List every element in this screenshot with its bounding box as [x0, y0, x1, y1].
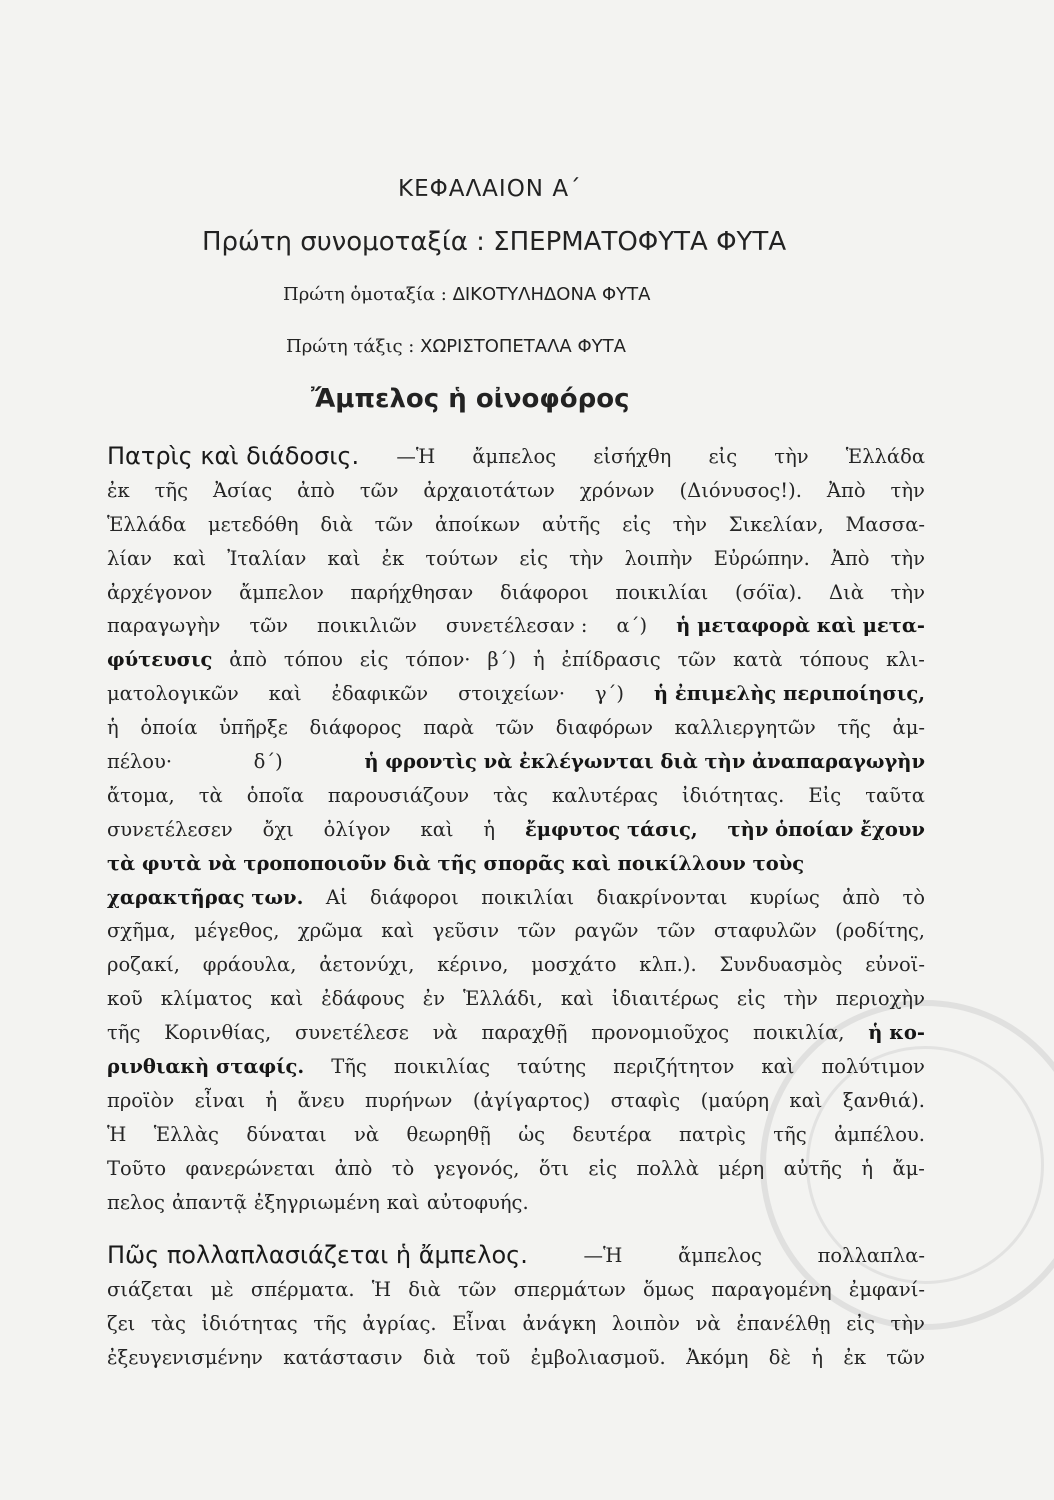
word: Συνδυασμὸς: [719, 953, 843, 977]
word: ἀγρίας.: [362, 1312, 437, 1336]
word: παραγωγὴν: [107, 614, 221, 638]
word: ὡς: [518, 1122, 546, 1146]
word: τῶν: [458, 1278, 497, 1302]
species-title: Ἄμπελος ἡ οἰνοφόρος: [311, 384, 630, 414]
word: εἰς: [519, 546, 549, 570]
word: ματολογικῶν: [107, 682, 239, 706]
word: ξανθιά).: [842, 1088, 925, 1112]
word: ροζακί,: [107, 953, 180, 977]
word: ἰδιαιτέρως: [611, 987, 719, 1011]
word: Ἀπὸ: [830, 546, 870, 570]
text-line-19: [107, 1050, 925, 1084]
word: τὰς: [493, 783, 528, 807]
word: ἐκ: [381, 546, 405, 570]
text-line-10: [107, 745, 925, 779]
word: Ἑλλάδι,: [463, 987, 543, 1011]
word: προϊὸν: [107, 1088, 175, 1112]
word: Ἑλλάδα: [107, 512, 187, 536]
text-line-22: [107, 1152, 925, 1186]
word: Ἡ: [107, 1122, 127, 1146]
word: μὲ: [210, 1278, 234, 1302]
word: ὄχι: [262, 817, 294, 841]
word: Διὰ: [829, 580, 864, 604]
word: τῆς: [837, 716, 871, 740]
word: δύναται: [246, 1122, 327, 1146]
word: ἀπαντᾷ: [171, 1190, 247, 1214]
word: ἐπανέλθῃ: [736, 1312, 831, 1336]
word: τῶν: [374, 512, 414, 536]
word: παρήχθησαν: [350, 580, 474, 604]
word: Σικελίαν,: [728, 512, 824, 536]
word: α΄): [616, 614, 648, 638]
word: ἀνάγκη: [522, 1312, 597, 1336]
word: ταῦτα: [865, 783, 925, 807]
word: τόπου: [283, 648, 343, 672]
word: τὴν: [890, 1312, 925, 1336]
text-line-23: [107, 1186, 925, 1220]
text-line-8: [107, 677, 925, 711]
word: αὐτῆς: [783, 1156, 843, 1180]
word: ἡ: [265, 1088, 278, 1112]
word: τόπους: [799, 648, 870, 672]
text-line-9: [107, 711, 925, 745]
word: τὴν: [890, 546, 925, 570]
word: παρουσιάζουν: [327, 783, 470, 807]
word: εἰς: [736, 987, 766, 1011]
word: τὰς: [150, 1312, 186, 1336]
word: παραχθῇ: [481, 1021, 568, 1045]
word: περιζήτητον: [613, 1055, 735, 1079]
text-line-26: [107, 1307, 925, 1341]
word: συνετέλεσε: [294, 1021, 409, 1045]
text-line-1: [107, 440, 925, 474]
text-line-7: [107, 643, 925, 677]
word: νὰ: [432, 1021, 458, 1045]
word: (Διόνυσος!).: [679, 478, 802, 502]
word: ζει: [107, 1312, 136, 1336]
word: ὀλίγον: [323, 817, 391, 841]
word: διὰ: [408, 1278, 441, 1302]
word: τὴν: [890, 478, 925, 502]
word: συνετέλεσαν :: [445, 614, 588, 638]
word: ἐξευγενισμένην: [107, 1346, 263, 1370]
bold-phrase: ἡ ἐπιμελὴς περιποίησις,: [653, 682, 925, 706]
phylum-label: Πρώτη συνομοταξία :: [202, 227, 485, 257]
word: ἰδιότητας: [201, 1312, 298, 1336]
text-line-25: [107, 1273, 925, 1307]
word: ποικιλία,: [753, 1021, 845, 1045]
word: ταύτης: [517, 1055, 587, 1079]
word: φράουλα,: [202, 953, 297, 977]
word: διαφόρων: [555, 716, 653, 740]
word: ἀπὸ: [297, 478, 335, 502]
word: λίαν: [107, 546, 153, 570]
class-value: ΔΙΚΟΤΥΛΗΔΟΝΑ ΦΥΤΑ: [452, 284, 651, 305]
phylum-heading: [202, 227, 786, 257]
word: κλι-: [886, 648, 925, 672]
text-line-13: [107, 847, 925, 881]
text-line-5: [107, 576, 925, 610]
word: (μαύρη: [700, 1088, 770, 1112]
word: γ΄): [595, 682, 625, 706]
word: κατάστασιν: [283, 1346, 403, 1370]
word: ἄμ-: [892, 1156, 925, 1180]
class-heading: [283, 284, 650, 305]
word: τὴν: [783, 987, 818, 1011]
word: (ροδίτης,: [835, 919, 925, 943]
word: τῆς: [313, 1312, 347, 1336]
word: διάφοροι: [369, 885, 459, 909]
word: διὰ: [422, 1346, 456, 1370]
word: κέρινο,: [437, 953, 509, 977]
word: πολλὰ: [636, 1156, 699, 1180]
word: —Ἡ: [583, 1244, 623, 1268]
order-label: Πρώτη τάξις :: [286, 336, 415, 357]
word: β΄): [487, 648, 517, 672]
word: τὰ: [198, 783, 223, 807]
word: ἡ: [532, 648, 545, 672]
word: Μασσα-: [845, 512, 925, 536]
word: διάφορος: [309, 716, 402, 740]
word: μέγεθος,: [194, 919, 280, 943]
word: καὶ: [327, 546, 361, 570]
word: ἐμβολιασμοῦ.: [530, 1346, 666, 1370]
word: τὴν: [890, 580, 925, 604]
word: τὸ: [902, 885, 925, 909]
text-line-12: [107, 813, 925, 847]
word: ἰδιότητας.: [682, 783, 785, 807]
bold-phrase: ἔμφυτος τάσις,: [524, 817, 698, 841]
word: ἐξηγριωμένη: [253, 1190, 380, 1214]
word: ὁποία: [140, 716, 198, 740]
word: ἡ: [107, 716, 119, 740]
word: ἀπὸ: [229, 648, 268, 672]
word: περιοχὴν: [835, 987, 925, 1011]
word: τῶν: [677, 648, 717, 672]
section-heading-origin: Πατρὶς καὶ διάδοσις.: [107, 442, 360, 470]
word: παρὰ: [423, 716, 474, 740]
text-line-2: [107, 474, 925, 508]
word: ἀπὸ: [334, 1156, 373, 1180]
word: θεωρηθῇ: [406, 1122, 491, 1146]
word: εἰς: [708, 445, 738, 468]
word: καὶ: [386, 1190, 420, 1214]
word: ἄμπελος: [472, 445, 557, 468]
chapter-title: ΚΕΦΑΛΑΙΟΝ Α΄: [398, 176, 582, 202]
word: νὰ: [354, 1122, 380, 1146]
word: κυρίως: [749, 885, 820, 909]
word: Ἑλλάδα: [845, 445, 925, 468]
word: κοῦ: [107, 987, 143, 1011]
text-line-17: [107, 982, 925, 1016]
word: Ἡ: [371, 1278, 392, 1302]
word: κλίματος: [160, 987, 253, 1011]
word: νὰ: [695, 1312, 721, 1336]
order-heading: [286, 336, 626, 357]
word: τῶν: [656, 919, 696, 943]
word: ἡ: [861, 1156, 874, 1180]
word: —Ἡ: [396, 445, 436, 468]
word: μετεδόθη: [207, 512, 299, 536]
word: κατὰ: [733, 648, 783, 672]
text-line-11: [107, 779, 925, 813]
word: κλπ.).: [639, 953, 697, 977]
word: σταφυλῶν: [713, 919, 817, 943]
word: δὲ: [768, 1346, 792, 1370]
word: πελος: [107, 1190, 165, 1214]
word: ἐν: [422, 987, 446, 1011]
word: εἰς: [588, 1156, 618, 1180]
text-line-20: [107, 1084, 925, 1118]
word: πέλου·: [107, 750, 173, 774]
word: ἐδαφικῶν: [331, 682, 429, 706]
bold-phrase: ἡ μεταφορὰ καὶ μετα-: [676, 614, 925, 638]
word: καὶ: [789, 1088, 823, 1112]
word: καὶ: [560, 987, 594, 1011]
word: Τῆς: [331, 1055, 367, 1079]
word: τῶν: [886, 1346, 925, 1370]
word: Εἶναι: [452, 1312, 507, 1336]
word: ὑπῆρξε: [219, 716, 288, 740]
word: ἄμπελον: [239, 580, 324, 604]
word: ἐδάφους: [321, 987, 405, 1011]
bold-phrase: τὴν ὁποίαν ἔχουν: [727, 817, 925, 841]
word: τῆς: [154, 478, 189, 502]
word: ἐμφανί-: [848, 1278, 925, 1302]
word: ἀρχέγονον: [107, 580, 213, 604]
word: ραγῶν: [574, 919, 639, 943]
order-value: ΧΩΡΙΣΤΟΠΕΤΑΛΑ ΦΥΤΑ: [420, 336, 626, 357]
word: καλυτέρας: [552, 783, 659, 807]
word: Τοῦτο: [107, 1156, 167, 1180]
word: ἀετονύχι,: [319, 953, 415, 977]
word: χρόνων: [579, 478, 655, 502]
text-line-4: [107, 542, 925, 576]
word: ἡ: [811, 1346, 824, 1370]
word: ἄνευ: [297, 1088, 345, 1112]
word: γεγονός,: [433, 1156, 520, 1180]
word: ἡ: [483, 817, 496, 841]
word: ἀρχαιοτάτων: [423, 478, 555, 502]
word: εἰς: [359, 648, 389, 672]
word: εἰς: [622, 512, 651, 536]
text-line-21: [107, 1118, 925, 1152]
word: εἶναι: [194, 1088, 246, 1112]
bold-phrase: χαρακτῆρας των.: [107, 885, 304, 909]
word: Κορινθίας,: [164, 1021, 272, 1045]
word: (σόϊα).: [735, 580, 803, 604]
word: τῆς: [773, 1122, 807, 1146]
phylum-value: ΣΠΕΡΜΑΤΟΦΥΤΑ ΦΥΤΑ: [493, 227, 787, 257]
word: στοιχείων·: [458, 682, 566, 706]
bold-phrase: ἡ φροντὶς νὰ ἐκλέγωνται διὰ τὴν ἀναπαραγωγὴν: [364, 750, 925, 774]
text-line-16: [107, 948, 925, 982]
text-line-3: [107, 508, 925, 542]
word: ὁποῖα: [246, 783, 304, 807]
word: Ἀκόμη: [686, 1346, 749, 1370]
word: τὴν: [672, 512, 707, 536]
text-line-6: [107, 609, 925, 643]
text-line-24: [107, 1239, 925, 1273]
word: τὴν: [569, 546, 604, 570]
text-line-14: [107, 881, 925, 915]
word: μοσχάτο: [531, 953, 617, 977]
word: αὐτῆς: [542, 512, 601, 536]
word: πολύτιμον: [821, 1055, 925, 1079]
bold-phrase: τὰ φυτὰ νὰ τροποποιοῦν διὰ τῆς σπορᾶς καὶ ποικίλλουν τοὺς: [107, 851, 805, 875]
word: καὶ: [420, 817, 454, 841]
word: καὶ: [381, 919, 415, 943]
word: καὶ: [761, 1055, 795, 1079]
word: διὰ: [320, 512, 353, 536]
body-text: [107, 440, 925, 1375]
word: ὅμως: [643, 1278, 695, 1302]
paragraph-gap: [107, 1219, 925, 1239]
word: φανερώνεται: [185, 1156, 316, 1180]
word: τῆς: [107, 1021, 141, 1045]
word: τὸ: [391, 1156, 415, 1180]
word: εἰσήχθη: [593, 445, 672, 468]
word: πατρὶς: [679, 1122, 746, 1146]
bold-phrase: ρινθιακὴ σταφίς.: [107, 1055, 305, 1079]
word: ἀμπέλου.: [834, 1122, 925, 1146]
word: καὶ: [268, 682, 302, 706]
word: ἀμ-: [892, 716, 925, 740]
text-line-18: [107, 1016, 925, 1050]
word: σιάζεται: [107, 1278, 194, 1302]
word: καὶ: [173, 546, 207, 570]
text-line-15: [107, 914, 925, 948]
text-line-27: [107, 1341, 925, 1375]
word: αὐτοφυής.: [426, 1190, 529, 1214]
word: εὐνοϊ-: [865, 953, 925, 977]
word: τῶν: [249, 614, 288, 638]
word: σταφὶς: [610, 1088, 681, 1112]
word: δ΄): [253, 750, 283, 774]
word: Αἱ: [325, 885, 348, 909]
word: δευτέρα: [572, 1122, 652, 1146]
word: ἄτομα,: [107, 783, 175, 807]
bold-phrase: φύτευσις: [107, 648, 213, 672]
word: ποικιλίαι: [481, 885, 575, 909]
word: λοιπὴν: [624, 546, 693, 570]
word: τοῦ: [475, 1346, 511, 1370]
word: (ἀγίγαρτος): [472, 1088, 591, 1112]
section-heading-propagation: Πῶς πολλαπλασιάζεται ἡ ἄμπελος.: [107, 1241, 528, 1270]
word: ἐκ: [107, 478, 130, 502]
word: ἐπίδρασις: [561, 648, 661, 672]
bold-phrase: ἡ κο-: [868, 1021, 925, 1045]
word: ποικιλίαι: [615, 580, 709, 604]
word: Εὐρώπην.: [713, 546, 810, 570]
word: τῶν: [495, 716, 535, 740]
word: σπερμάτων: [513, 1278, 626, 1302]
word: χρῶμα: [297, 919, 363, 943]
word: λοιπὸν: [611, 1312, 681, 1336]
word: εἰς: [846, 1312, 875, 1336]
word: σχῆμα,: [107, 919, 176, 943]
word: Ἀσίας: [213, 478, 273, 502]
word: παραγομένη: [711, 1278, 832, 1302]
word: καλλιεργητῶν: [674, 716, 816, 740]
word: Εἰς: [808, 783, 842, 807]
word: τῶν: [517, 919, 557, 943]
word: Ἰταλίαν: [227, 546, 307, 570]
word: Ἀπὸ: [826, 478, 866, 502]
word: ἀποίκων: [434, 512, 521, 536]
word: διακρίνονται: [596, 885, 728, 909]
word: προνομιοῦχος: [591, 1021, 730, 1045]
word: τῶν: [359, 478, 399, 502]
word: συνετέλεσεν: [107, 817, 233, 841]
word: τόπον·: [405, 648, 471, 672]
word: ἄμπελος: [678, 1244, 762, 1268]
word: διάφοροι: [499, 580, 589, 604]
word: ἀπὸ: [842, 885, 881, 909]
word: πολλαπλα-: [817, 1244, 925, 1268]
word: καὶ: [270, 987, 304, 1011]
word: τούτων: [425, 546, 499, 570]
word: ποικιλιῶν: [317, 614, 417, 638]
word: ποικιλίας: [393, 1055, 491, 1079]
word: μέρη: [718, 1156, 765, 1180]
word: γεῦσιν: [432, 919, 500, 943]
class-label: Πρώτη ὁμοταξία :: [283, 284, 447, 305]
word: ὅτι: [538, 1156, 570, 1180]
word: ἐκ: [843, 1346, 867, 1370]
word: σπέρματα.: [250, 1278, 355, 1302]
word: πυρήνων: [364, 1088, 453, 1112]
word: Ἑλλὰς: [153, 1122, 219, 1146]
word: τὴν: [774, 445, 809, 468]
